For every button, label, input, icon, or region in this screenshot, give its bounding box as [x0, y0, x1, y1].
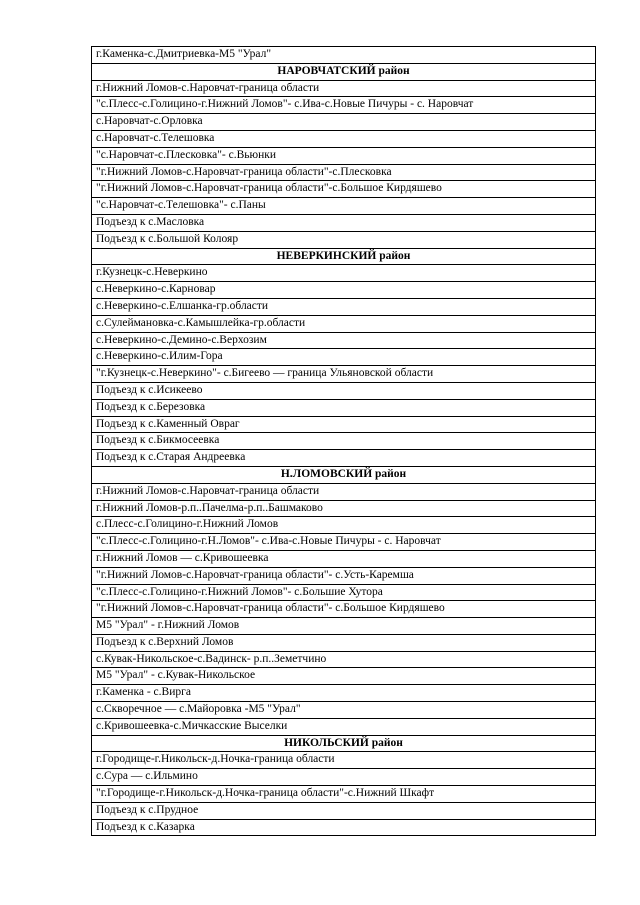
- road-name: с.Кривошеевка-с.Мичкасские Выселки: [92, 718, 596, 735]
- road-row: [92, 668, 596, 685]
- road-row: [92, 332, 596, 349]
- road-name: Подъезд к с.Казарка: [92, 819, 596, 836]
- road-name: с.Скворечное — с.Майоровка -М5 "Урал": [92, 702, 596, 719]
- road-row: [92, 584, 596, 601]
- road-row: [92, 802, 596, 819]
- road-row: [92, 382, 596, 399]
- road-name: М5 "Урал" - с.Кувак-Никольское: [92, 668, 596, 685]
- road-row: [92, 752, 596, 769]
- road-row: [92, 634, 596, 651]
- district-name: НАРОВЧАТСКИЙ район: [92, 63, 596, 80]
- district-header-row: [92, 248, 596, 265]
- road-row: [92, 819, 596, 836]
- road-row: [92, 786, 596, 803]
- road-row: [92, 685, 596, 702]
- road-row: [92, 769, 596, 786]
- road-name: г.Каменка-с.Дмитриевка-М5 "Урал": [92, 47, 596, 64]
- road-row: [92, 164, 596, 181]
- road-name: Подъезд к с.Масловка: [92, 214, 596, 231]
- road-name: Подъезд к с.Старая Андреевка: [92, 450, 596, 467]
- road-name: Подъезд к с.Исикеево: [92, 382, 596, 399]
- road-row: [92, 282, 596, 299]
- road-name: Подъезд к с.Березовка: [92, 399, 596, 416]
- road-name: с.Плесс-с.Голицино-г.Нижний Ломов: [92, 517, 596, 534]
- road-row: [92, 130, 596, 147]
- road-row: [92, 265, 596, 282]
- road-name: Подъезд к с.Большой Колояр: [92, 231, 596, 248]
- road-row: [92, 534, 596, 551]
- road-name: с.Наровчат-с.Телешовка: [92, 130, 596, 147]
- road-name: "г.Кузнецк-с.Неверкино"- с.Бигеево — граница Ульяновской области: [92, 366, 596, 383]
- road-row: [92, 147, 596, 164]
- road-row: [92, 181, 596, 198]
- road-name: "с.Плесс-с.Голицино-г.Нижний Ломов"- с.Ива-с.Новые Пичуры - с. Наровчат: [92, 97, 596, 114]
- road-name: с.Кувак-Никольское-с.Вадинск- р.п..Земетчино: [92, 651, 596, 668]
- road-name: с.Наровчат-с.Орловка: [92, 114, 596, 131]
- road-name: "г.Нижний Ломов-с.Наровчат-граница области"-с.Большое Кирдяшево: [92, 181, 596, 198]
- road-row: [92, 702, 596, 719]
- road-row: [92, 231, 596, 248]
- road-row: [92, 399, 596, 416]
- road-name: "с.Плесс-с.Голицино-г.Нижний Ломов"- с.Большие Хутора: [92, 584, 596, 601]
- road-row: [92, 298, 596, 315]
- roads-table-body: [92, 47, 596, 836]
- road-row: [92, 47, 596, 64]
- road-name: "с.Наровчат-с.Плесковка"- с.Вьюнки: [92, 147, 596, 164]
- road-name: Подъезд к с.Прудное: [92, 802, 596, 819]
- road-name: "с.Плесс-с.Голицино-г.Н.Ломов"- с.Ива-с.Новые Пичуры - с. Наровчат: [92, 534, 596, 551]
- road-row: [92, 366, 596, 383]
- road-row: [92, 718, 596, 735]
- road-row: [92, 450, 596, 467]
- road-name: с.Неверкино-с.Демино-с.Верхозим: [92, 332, 596, 349]
- road-name: с.Неверкино-с.Илим-Гора: [92, 349, 596, 366]
- district-name: НЕВЕРКИНСКИЙ район: [92, 248, 596, 265]
- road-row: [92, 550, 596, 567]
- road-row: [92, 483, 596, 500]
- road-row: [92, 80, 596, 97]
- road-name: г.Нижний Ломов-с.Наровчат-граница области: [92, 80, 596, 97]
- district-name: Н.ЛОМОВСКИЙ район: [92, 466, 596, 483]
- road-name: с.Неверкино-с.Елшанка-гр.области: [92, 298, 596, 315]
- road-row: [92, 214, 596, 231]
- road-row: [92, 97, 596, 114]
- road-name: Подъезд к с.Каменный Овраг: [92, 416, 596, 433]
- road-name: г.Кузнецк-с.Неверкино: [92, 265, 596, 282]
- road-name: г.Нижний Ломов — с.Кривошеевка: [92, 550, 596, 567]
- road-name: г.Каменка - с.Вирга: [92, 685, 596, 702]
- roads-table: [91, 46, 596, 836]
- district-header-row: [92, 466, 596, 483]
- road-name: "г.Нижний Ломов-с.Наровчат-граница области"- с.Большое Кирдяшево: [92, 601, 596, 618]
- road-row: [92, 601, 596, 618]
- road-name: с.Сура — с.Ильмино: [92, 769, 596, 786]
- road-name: "г.Нижний Ломов-с.Наровчат-граница области"- с.Усть-Каремша: [92, 567, 596, 584]
- road-name: Подъезд к с.Бикмосеевка: [92, 433, 596, 450]
- road-row: [92, 198, 596, 215]
- road-name: "с.Наровчат-с.Телешовка"- с.Паны: [92, 198, 596, 215]
- road-row: [92, 433, 596, 450]
- road-row: [92, 517, 596, 534]
- road-row: [92, 315, 596, 332]
- road-name: г.Нижний Ломов-с.Наровчат-граница области: [92, 483, 596, 500]
- road-name: "г.Нижний Ломов-с.Наровчат-граница области"-с.Плесковка: [92, 164, 596, 181]
- road-name: с.Сулеймановка-с.Камышлейка-гр.области: [92, 315, 596, 332]
- road-row: [92, 567, 596, 584]
- district-header-row: [92, 735, 596, 752]
- road-name: с.Неверкино-с.Карновар: [92, 282, 596, 299]
- road-name: Подъезд к с.Верхний Ломов: [92, 634, 596, 651]
- road-row: [92, 500, 596, 517]
- road-name: г.Городище-г.Никольск-д.Ночка-граница области: [92, 752, 596, 769]
- road-row: [92, 618, 596, 635]
- road-row: [92, 349, 596, 366]
- road-name: М5 "Урал" - г.Нижний Ломов: [92, 618, 596, 635]
- road-row: [92, 416, 596, 433]
- district-header-row: [92, 63, 596, 80]
- road-name: "г.Городище-г.Никольск-д.Ночка-граница области"-с.Нижний Шкафт: [92, 786, 596, 803]
- road-row: [92, 651, 596, 668]
- district-name: НИКОЛЬСКИЙ район: [92, 735, 596, 752]
- road-name: г.Нижний Ломов-р.п..Пачелма-р.п..Башмаково: [92, 500, 596, 517]
- road-row: [92, 114, 596, 131]
